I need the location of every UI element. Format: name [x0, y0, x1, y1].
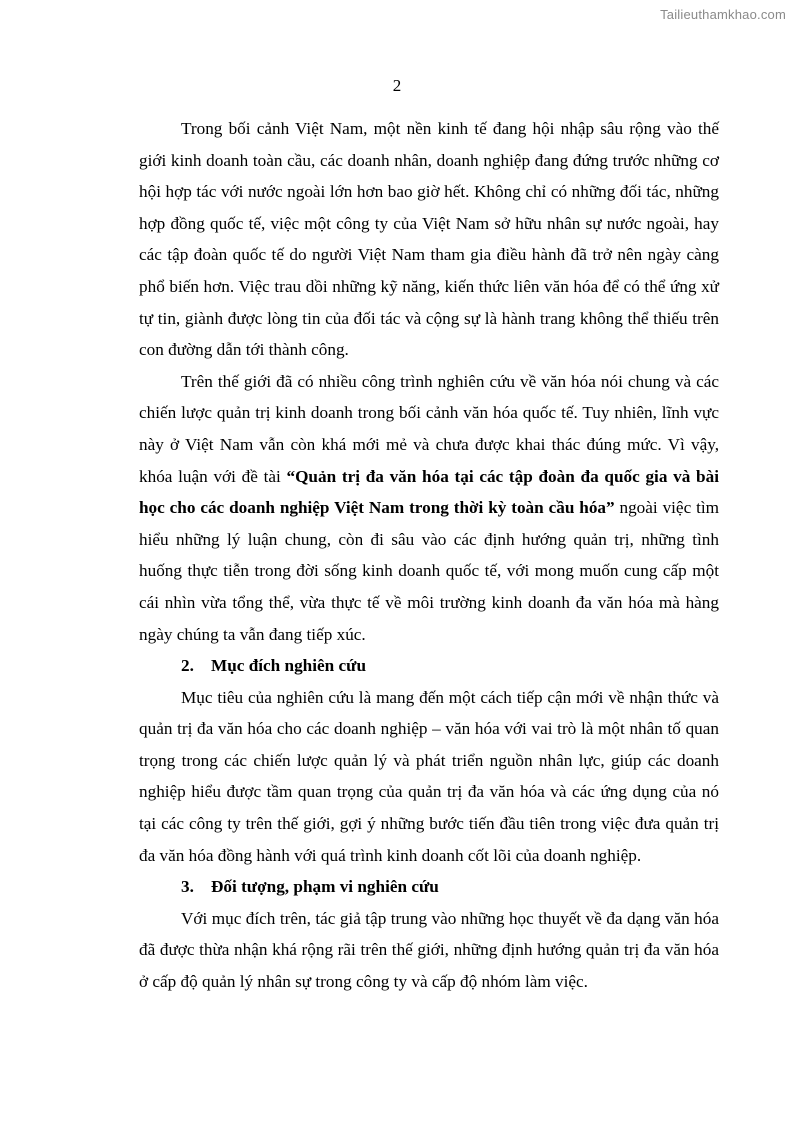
paragraph-thesis-topic	[139, 366, 719, 650]
paragraph-research-scope: Với mục đích trên, tác giả tập trung vào những học thuyết về đa dạng văn hóa đã được thừa nhận khá rộng rãi trên thế giới, những định hướng quản trị đa văn hóa ở cấp độ quản lý nhân sự trong công ty và cấp độ nhóm làm việc.	[139, 908, 719, 992]
section-heading-research-purpose	[139, 650, 719, 682]
thesis-title: “Quản trị đa văn hóa tại các tập đoàn đa quốc gia và bài học cho các doanh nghiệp Việt Nam trong thời kỳ toàn cầu hóa”	[139, 466, 719, 518]
section-number: 2.	[181, 656, 194, 676]
paragraph-thesis-topic-lead: Trên thế giới đã có nhiều công trình nghiên cứu về văn hóa nói chung và các chiến lược quản trị kinh doanh trong bối cảnh văn hóa quốc tế. Tuy nhiên, lĩnh vực này ở Việt Nam vẫn còn khá mới mẻ và chưa được khai thác đúng mức. Vì vậy, khóa luận với đề tài	[139, 371, 719, 486]
watermark: Tailieuthamkhao.com	[660, 7, 786, 22]
section-number: 3.	[181, 877, 194, 897]
paragraph-context: Trong bối cảnh Việt Nam, một nền kinh tế đang hội nhập sâu rộng vào thế giới kinh doanh toàn cầu, các doanh nhân, doanh nghiệp đang đứng trước những cơ hội hợp tác với nước ngoài lớn hơn bao giờ hết. Không chỉ có những đối tác, những hợp đồng quốc tế, việc một công ty của Việt Nam sở hữu nhân sự nước ngoài, hay các tập đoàn quốc tế do người Việt Nam tham gia điều hành đã trở nên ngày càng phổ biến hơn. Việc trau dồi những kỹ năng, kiến thức liên văn hóa để có thể ứng xử tự tin, giành được lòng tin của đối tác và cộng sự là hành trang không thể thiếu trên con đường dẫn tới thành công.	[139, 119, 719, 360]
section-title: Đối tượng, phạm vi nghiên cứu	[211, 877, 439, 897]
paragraph-thesis-topic-tail: ngoài việc tìm hiểu những lý luận chung, còn đi sâu vào các định hướng quản trị, những tình huống thực tiễn trong đời sống kinh doanh quốc tế, với mong muốn cung cấp một cái nhìn vừa tổng thể, vừa thực tế về môi trường kinh doanh đa văn hóa mà hàng ngày chúng ta vẫn đang tiếp xúc.	[139, 498, 719, 644]
section-heading-research-scope	[139, 871, 719, 903]
document-body	[139, 113, 719, 998]
section-title: Mục đích nghiên cứu	[211, 656, 366, 676]
page-number: 2	[392, 76, 402, 95]
paragraph-research-purpose: Mục tiêu của nghiên cứu là mang đến một cách tiếp cận mới về nhận thức và quản trị đa văn hóa cho các doanh nghiệp – văn hóa với vai trò là một nhân tố quan trọng trong các chiến lược quản lý và phát triển nguồn nhân lực, giúp các doanh nghiệp hiểu được tầm quan trọng của quản trị đa văn hóa và các ứng dụng của nó tại các công ty trên thế giới, gợi ý những bước tiến đầu tiên trong việc đưa quản trị đa văn hóa đồng hành với quá trình kinh doanh cốt lõi của doanh nghiệp.	[139, 687, 719, 865]
